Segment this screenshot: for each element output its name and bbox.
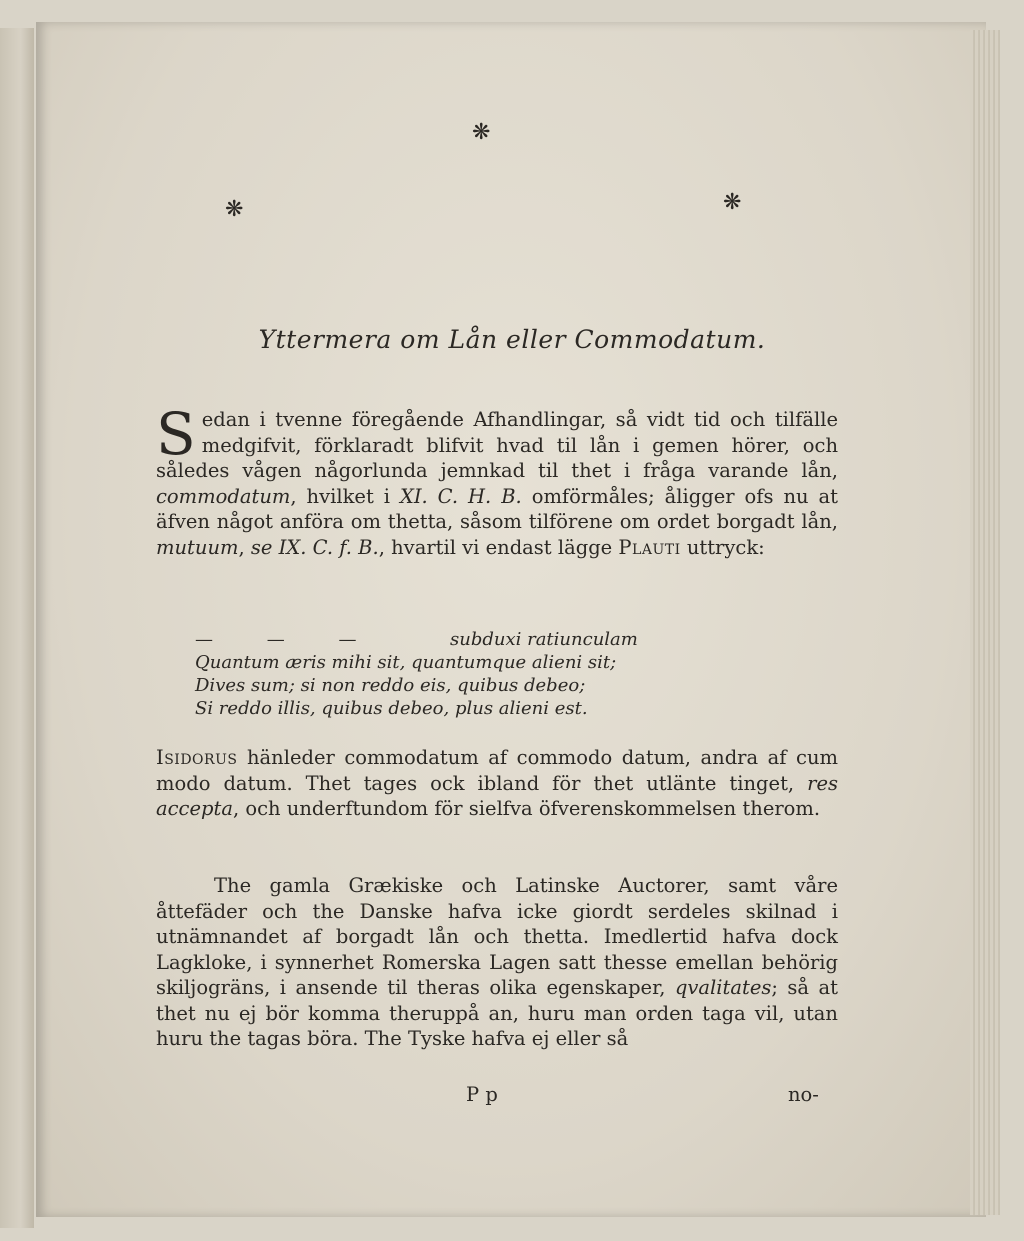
paragraph-2 bbox=[156, 745, 838, 822]
signature-mark: P p bbox=[466, 1083, 498, 1106]
page-stack-edges bbox=[970, 30, 1000, 1215]
catchword: no- bbox=[788, 1083, 819, 1106]
verse-line-4: Si reddo illis, quibus debeo, plus alieni est. bbox=[195, 698, 588, 719]
paragraph-1-text-d: , bbox=[238, 535, 251, 559]
paragraph-1-text-f: uttryck: bbox=[680, 535, 765, 559]
paragraph-1-text-b: , hvilket i bbox=[290, 484, 400, 508]
reference-ix: se IX. C. f. B. bbox=[250, 535, 379, 559]
verse-line-1-text: subduxi ratiunculam bbox=[450, 629, 638, 650]
ornament-star-top: ❋ bbox=[472, 120, 491, 145]
term-qvalitates: qvalitates bbox=[674, 976, 772, 999]
paragraph-1 bbox=[156, 400, 838, 560]
paragraph-2-text-b: , och underftundom för sielfva öfverenskommelsen therom. bbox=[232, 797, 821, 820]
author-plauti: Plauti bbox=[618, 535, 681, 559]
previous-page-edge bbox=[0, 28, 34, 1228]
ornament-star-right: ❋ bbox=[723, 190, 742, 215]
verse-line-2: Quantum æris mihi sit, quantumque alieni sit; bbox=[195, 652, 617, 673]
chapter-title: Yttermera om Lån eller Commodatum. bbox=[258, 325, 766, 354]
drop-cap: S bbox=[156, 400, 196, 468]
paragraph-2-text-a: hänleder commodatum af commodo datum, andra af cum modo datum. Thet tages ock ibland för thet utlänte tinget, bbox=[156, 746, 838, 795]
term-res-accepta: res accepta bbox=[156, 771, 838, 820]
author-isidorus: Isidorus bbox=[156, 746, 238, 769]
paragraph-3-text-a: The gamla Grækiske och Latinske Auctorer, samt våre åttefäder och the Danske hafva icke giordt serdeles skilnad i utnämnandet af borgadt lån och thetta. Imedlertid hafva dock Lagkloke, i synnerhet Romerska Lagen satt thesse emellan behörig skiljogräns, i ansende til theras olika egenskaper, bbox=[156, 874, 838, 999]
paragraph-1-text-c: omförmåles; åligger ofs nu at äfven något anföra om thetta, såsom tilförene om ordet borgadt lån, bbox=[156, 484, 838, 533]
verse-dashes: — — — bbox=[195, 629, 381, 650]
paragraph-1-text-a: edan i tvenne föregående Afhandlingar, så vidt tid och tilfälle medgifvit, förklaradt blifvit hvad til lån i gemen hörer, och således vågen någorlunda jemnkad til thet i fråga varande lån, bbox=[156, 408, 838, 482]
paragraph-1-text-e: , hvartil vi endast lägge bbox=[378, 535, 619, 559]
paragraph-3-text-b: ; så at thet nu ej bör komma theruppå an, huru man orden taga vil, utan huru the tagas böra. The Tyske hafva ej eller så bbox=[156, 976, 838, 1050]
term-mutuum: mutuum bbox=[156, 535, 239, 559]
reference-xi: XI. C. H. B. bbox=[399, 484, 522, 508]
paragraph-3 bbox=[156, 873, 838, 1052]
verse-quote bbox=[195, 628, 835, 720]
ornament-star-left: ❋ bbox=[225, 197, 244, 222]
verse-line-1 bbox=[195, 628, 835, 651]
verse-line-3: Dives sum; si non reddo eis, quibus debeo; bbox=[195, 675, 586, 696]
term-commodatum: commodatum bbox=[156, 484, 291, 508]
